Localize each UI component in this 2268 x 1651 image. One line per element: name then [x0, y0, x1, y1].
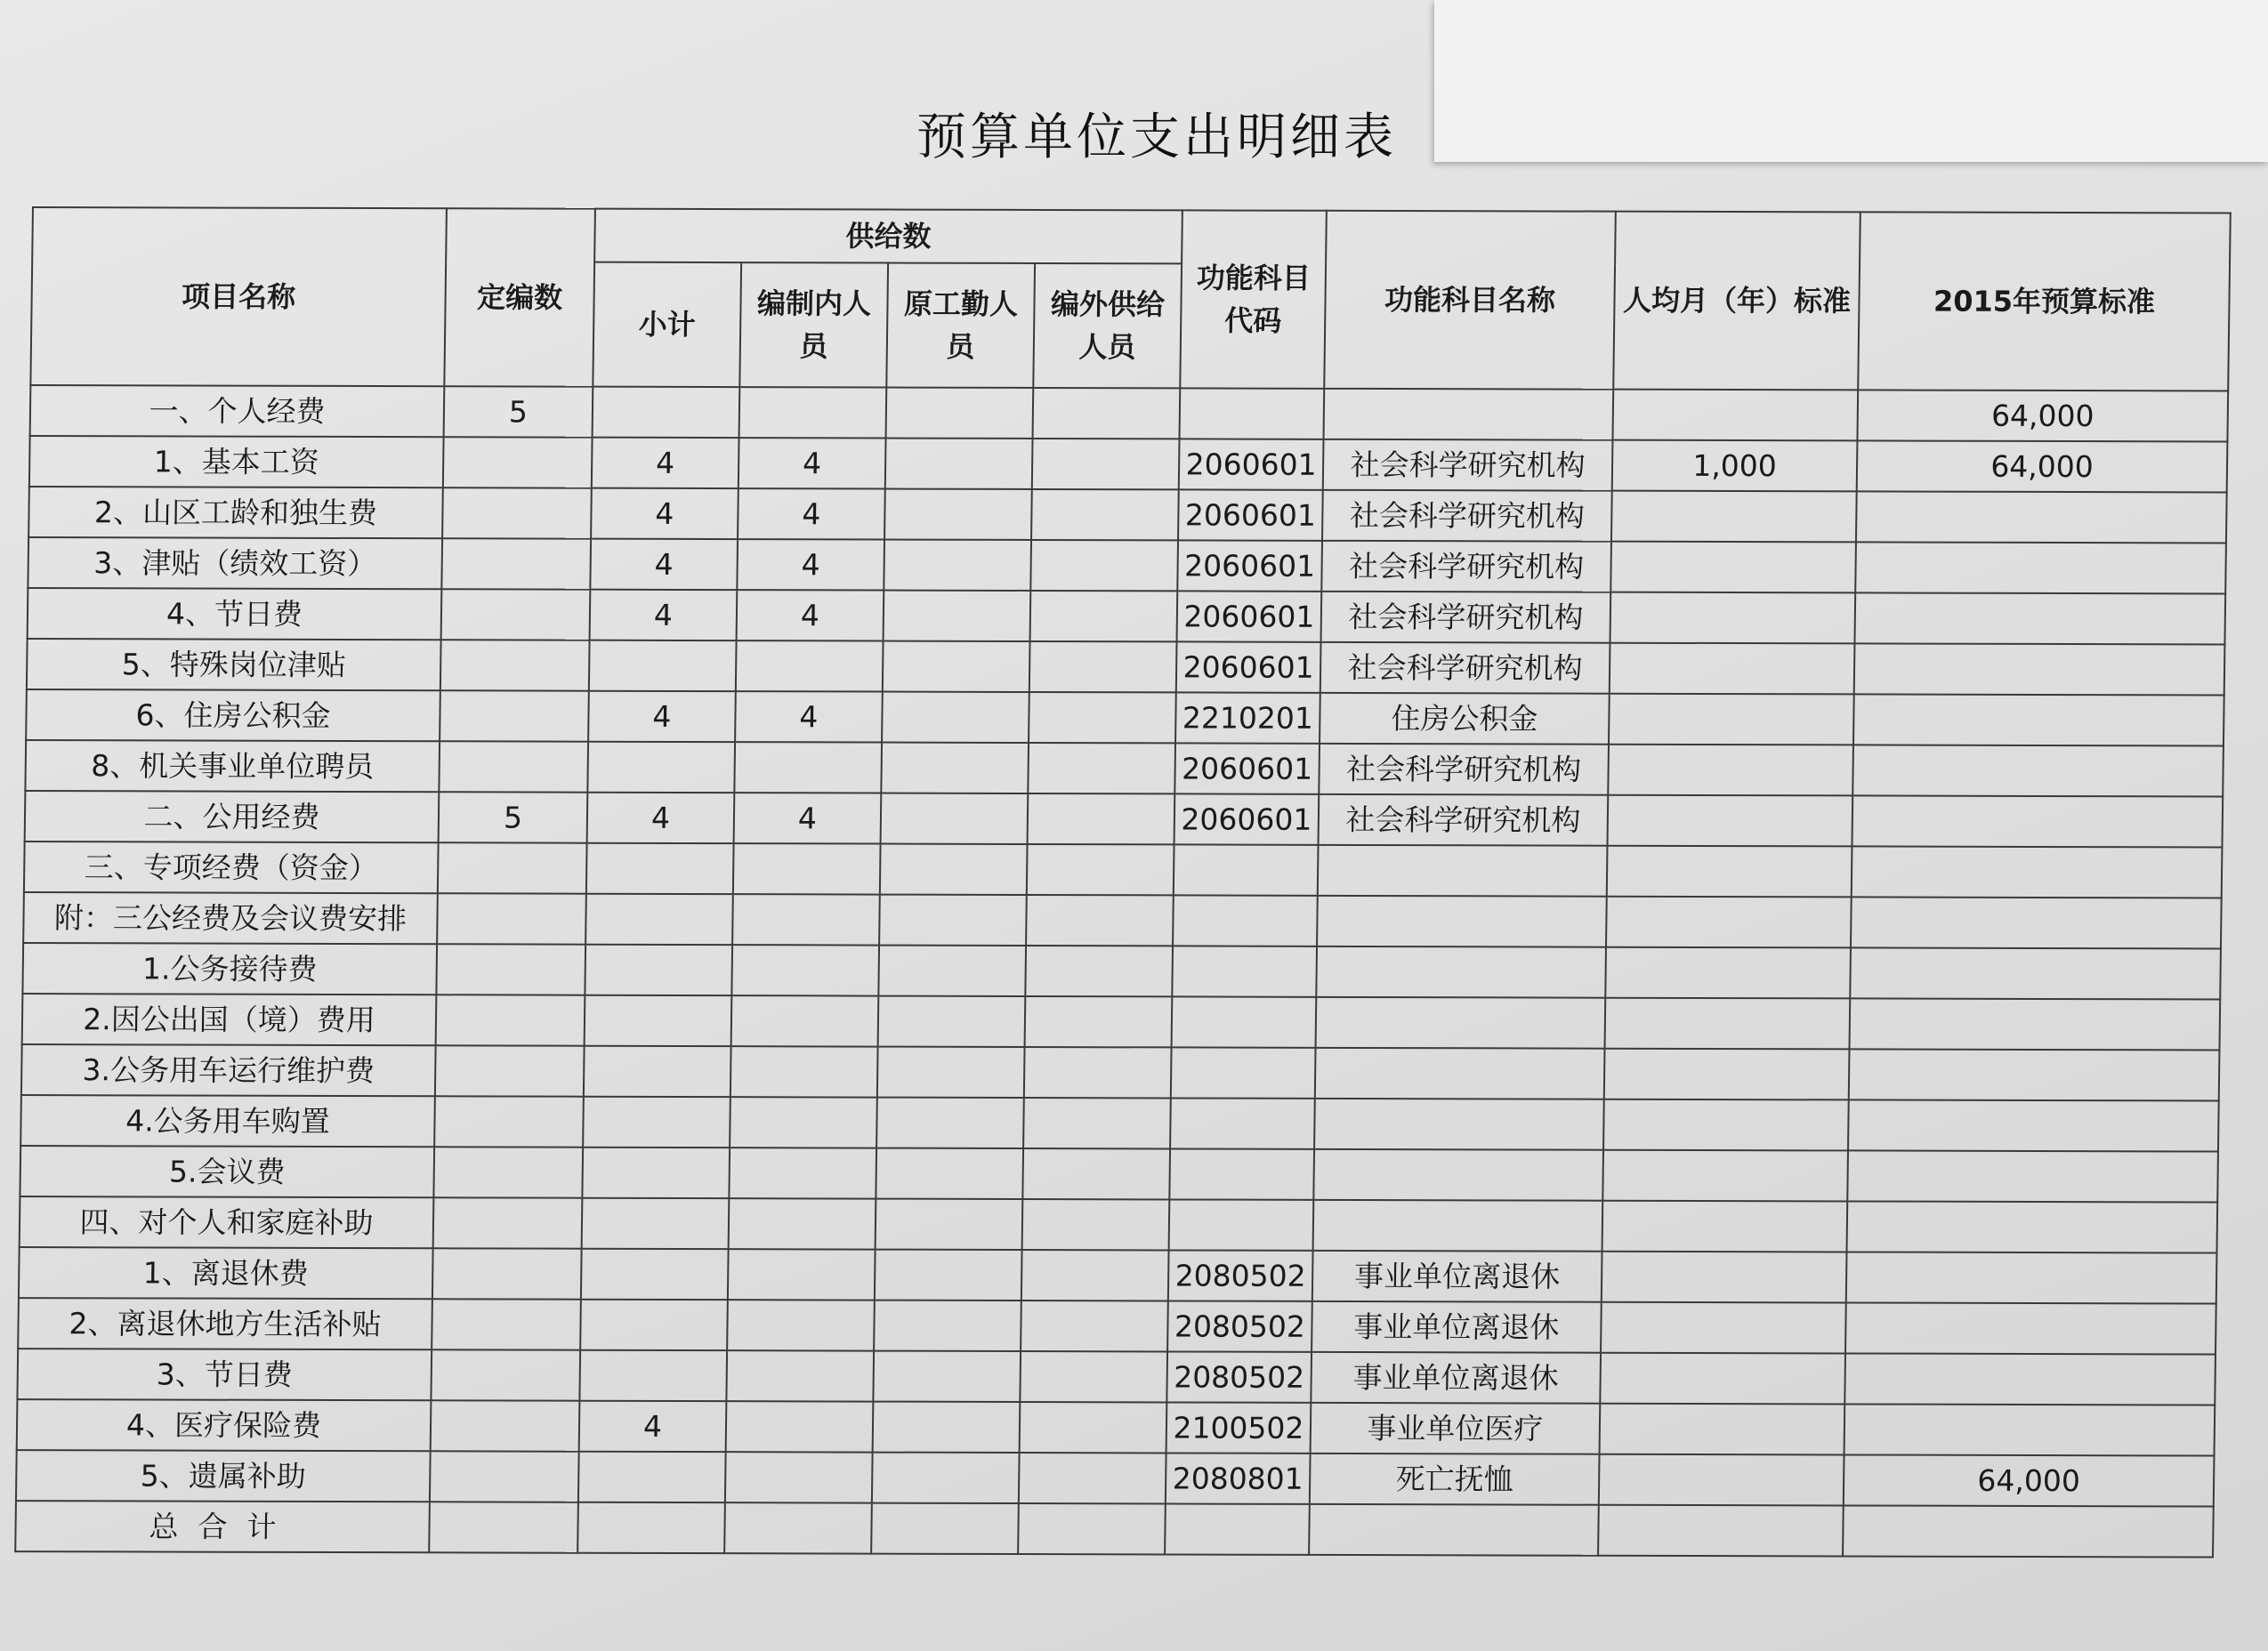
cell-item-name: 二、公用经费: [25, 791, 440, 842]
cell-item-name: 8、机关事业单位聘员: [25, 740, 440, 792]
cell-func-name: 社会科学研究机构: [1323, 439, 1613, 491]
header-quota: 定编数: [444, 208, 595, 386]
cell-extra-supply: [1021, 1250, 1169, 1301]
cell-item-name: 6、住房公积金: [26, 689, 440, 741]
cell-budget-2015: [1847, 1150, 2218, 1202]
table-row: [20, 1095, 2219, 1151]
cell-subtotal: [584, 1046, 731, 1097]
cell-budget-2015: [1848, 1099, 2219, 1151]
cell-budget-2015: [1849, 1049, 2220, 1100]
cell-in-staff: [730, 1046, 878, 1097]
cell-extra-supply: [1022, 1148, 1170, 1199]
cell-in-staff: 4: [738, 488, 885, 539]
table-row: [24, 842, 2223, 898]
cell-former-worker: [871, 1503, 1019, 1554]
header-func-code: 功能科目代码: [1180, 210, 1327, 388]
cell-budget-2015: [1853, 694, 2224, 745]
cell-quota: [438, 842, 587, 893]
table-row: [20, 1146, 2218, 1202]
cell-item-name: 总合计: [15, 1501, 430, 1552]
cell-func-code: 2060601: [1179, 439, 1324, 489]
cell-extra-supply: [1030, 591, 1178, 641]
cell-in-staff: [734, 742, 882, 793]
cell-per-capita: [1610, 542, 1856, 593]
cell-quota: [433, 1147, 583, 1197]
table-row: [15, 1501, 2214, 1557]
cell-subtotal: [580, 1300, 728, 1350]
cell-item-name: 一、个人经费: [30, 385, 445, 437]
cell-func-name: [1313, 1200, 1603, 1252]
cell-per-capita: [1605, 947, 1851, 999]
cell-budget-2015: [1850, 998, 2221, 1050]
cell-budget-2015: 64,000: [1857, 390, 2228, 441]
cell-extra-supply: [1029, 692, 1176, 743]
document-title: 预算单位支出明细表: [916, 109, 1397, 166]
table-row: [29, 436, 2228, 492]
cell-quota: [442, 487, 592, 538]
table-row: [16, 1450, 2215, 1506]
table-row: [17, 1349, 2216, 1405]
cell-func-code: 2100502: [1166, 1402, 1312, 1453]
cell-func-code: 2060601: [1178, 489, 1323, 540]
cell-quota: [431, 1349, 580, 1400]
cell-item-name: 3、津贴（绩效工资）: [28, 537, 442, 589]
cell-func-name: 社会科学研究机构: [1322, 490, 1612, 542]
cell-in-staff: [725, 1452, 873, 1502]
cell-extra-supply: [1026, 895, 1174, 946]
cell-item-name: 1、离退休费: [19, 1247, 433, 1299]
cell-in-staff: [731, 995, 879, 1046]
cell-in-staff: [729, 1198, 876, 1249]
cell-in-staff: [726, 1350, 874, 1401]
table-row: [21, 1044, 2220, 1100]
cell-per-capita: [1605, 998, 1851, 1050]
cell-in-staff: [730, 1097, 877, 1148]
cell-item-name: 2、离退休地方生活补贴: [18, 1298, 432, 1349]
cell-subtotal: [577, 1502, 725, 1553]
cell-item-name: 三、专项经费（资金）: [24, 842, 439, 893]
cell-in-staff: [731, 945, 879, 995]
cell-func-name: 死亡抚恤: [1310, 1454, 1600, 1505]
cell-extra-supply: [1024, 1047, 1172, 1098]
cell-extra-supply: [1019, 1453, 1166, 1503]
table-row: [17, 1399, 2216, 1455]
cell-in-staff: 4: [737, 590, 884, 640]
overlapping-paper: [1434, 0, 2268, 162]
table-row: [20, 1196, 2218, 1252]
table-row: [22, 994, 2221, 1050]
cell-former-worker: [886, 388, 1034, 439]
cell-per-capita: [1599, 1454, 1844, 1506]
cell-func-name: 事业单位医疗: [1311, 1403, 1601, 1454]
cell-quota: [433, 1197, 583, 1248]
cell-subtotal: [582, 1198, 730, 1249]
cell-func-code: 2060601: [1174, 743, 1320, 793]
header-subtotal: 小计: [593, 262, 741, 387]
cell-former-worker: [874, 1301, 1021, 1351]
cell-item-name: 2.因公出国（境）费用: [22, 994, 437, 1045]
cell-func-code: [1173, 895, 1318, 946]
header-per-capita: 人均月（年）标准: [1613, 212, 1860, 391]
cell-extra-supply: [1033, 388, 1181, 439]
cell-quota: [441, 589, 591, 640]
header-func-name: 功能科目名称: [1324, 211, 1616, 390]
cell-budget-2015: [1852, 745, 2224, 796]
cell-per-capita: [1610, 592, 1856, 644]
cell-budget-2015: [1852, 846, 2223, 898]
cell-budget-2015: [1847, 1201, 2218, 1252]
cell-budget-2015: [1845, 1302, 2216, 1354]
cell-item-name: 4.公务用车购置: [20, 1095, 435, 1147]
cell-func-code: 2080801: [1166, 1453, 1311, 1503]
cell-func-name: [1316, 997, 1606, 1049]
cell-quota: [431, 1400, 580, 1451]
cell-func-code: 2060601: [1177, 591, 1322, 641]
cell-extra-supply: [1028, 793, 1175, 844]
cell-subtotal: [578, 1452, 726, 1502]
cell-former-worker: [877, 1047, 1025, 1098]
cell-func-name: 社会科学研究机构: [1319, 794, 1609, 846]
cell-former-worker: [884, 591, 1031, 641]
cell-func-name: [1317, 896, 1607, 947]
cell-per-capita: [1602, 1252, 1847, 1303]
cell-quota: [435, 1045, 585, 1096]
cell-former-worker: [872, 1453, 1020, 1503]
cell-former-worker: [873, 1351, 1021, 1402]
cell-item-name: 5、特殊岗位津贴: [27, 639, 441, 690]
cell-quota: [441, 538, 591, 589]
cell-func-code: [1180, 388, 1325, 439]
cell-quota: [436, 995, 585, 1045]
cell-quota: [440, 690, 589, 741]
cell-quota: [443, 437, 593, 487]
cell-former-worker: [885, 439, 1033, 489]
cell-extra-supply: [1025, 996, 1173, 1047]
cell-quota: [430, 1451, 579, 1502]
cell-subtotal: [581, 1249, 729, 1300]
cell-func-name: 事业单位离退休: [1312, 1301, 1602, 1353]
cell-quota: [439, 741, 588, 792]
header-item-name: 项目名称: [30, 207, 447, 386]
cell-item-name: 4、节日费: [28, 588, 442, 640]
table-row: [28, 537, 2226, 593]
cell-item-name: 5.会议费: [20, 1146, 434, 1197]
cell-func-name: 住房公积金: [1320, 693, 1610, 745]
cell-in-staff: 4: [735, 691, 883, 742]
cell-in-staff: [732, 894, 880, 945]
cell-subtotal: [579, 1350, 727, 1401]
table-row: [23, 892, 2222, 948]
cell-func-name: [1315, 1048, 1605, 1099]
cell-subtotal: [582, 1148, 730, 1198]
header-extra-supply: 编外供给人员: [1033, 263, 1182, 388]
budget-table: [14, 206, 2232, 1558]
table-row: [27, 639, 2225, 695]
table-row: [25, 740, 2224, 796]
cell-per-capita: [1601, 1302, 1846, 1354]
cell-per-capita: [1609, 694, 1854, 745]
cell-per-capita: [1600, 1404, 1845, 1455]
cell-quota: [432, 1299, 581, 1349]
cell-item-name: 1、基本工资: [29, 436, 444, 487]
cell-func-name: 社会科学研究机构: [1319, 744, 1609, 795]
cell-func-code: 2080502: [1166, 1351, 1312, 1402]
cell-budget-2015: [1846, 1252, 2217, 1303]
cell-extra-supply: [1022, 1199, 1170, 1250]
cell-func-code: 2210201: [1175, 692, 1320, 743]
cell-extra-supply: [1020, 1351, 1167, 1402]
cell-former-worker: [883, 641, 1030, 692]
cell-quota: [434, 1096, 584, 1147]
table-header: [30, 207, 2230, 391]
table-row: [26, 689, 2224, 745]
cell-in-staff: [736, 640, 884, 691]
cell-former-worker: [878, 946, 1026, 996]
cell-subtotal: [585, 945, 732, 995]
cell-func-code: [1169, 1148, 1314, 1199]
cell-former-worker: [884, 540, 1031, 591]
cell-func-code: 2060601: [1176, 641, 1321, 692]
cell-subtotal: 4: [590, 539, 738, 590]
cell-budget-2015: [1851, 897, 2222, 948]
cell-func-name: 社会科学研究机构: [1321, 592, 1611, 643]
cell-subtotal: [589, 640, 737, 691]
cell-func-code: 2060601: [1177, 540, 1322, 591]
cell-func-code: [1165, 1503, 1310, 1554]
cell-quota: [429, 1502, 578, 1552]
cell-func-name: [1316, 946, 1606, 998]
cell-subtotal: 4: [579, 1401, 727, 1452]
cell-func-name: 社会科学研究机构: [1320, 642, 1610, 694]
cell-extra-supply: [1030, 540, 1178, 591]
cell-former-worker: [881, 793, 1029, 844]
cell-func-code: 2060601: [1174, 793, 1320, 844]
cell-func-code: [1172, 996, 1317, 1047]
cell-budget-2015: [1854, 643, 2225, 695]
cell-func-name: 事业单位离退休: [1312, 1251, 1602, 1302]
cell-func-code: 2080502: [1168, 1250, 1313, 1301]
cell-per-capita: [1611, 491, 1857, 543]
cell-func-code: [1170, 1098, 1315, 1148]
cell-budget-2015: [1843, 1505, 2214, 1557]
cell-in-staff: [726, 1401, 874, 1452]
cell-per-capita: [1608, 795, 1853, 847]
cell-per-capita: [1608, 745, 1853, 796]
cell-quota: [440, 640, 590, 690]
table-row: [19, 1247, 2217, 1303]
cell-in-staff: [727, 1300, 875, 1350]
cell-former-worker: [876, 1098, 1024, 1148]
cell-former-worker: [881, 743, 1029, 793]
cell-item-name: 四、对个人和家庭补助: [20, 1196, 434, 1248]
cell-func-name: [1313, 1149, 1603, 1201]
cell-item-name: 3.公务用车运行维护费: [21, 1044, 436, 1096]
cell-budget-2015: [1854, 592, 2225, 644]
cell-item-name: 5、遗属补助: [16, 1450, 431, 1502]
cell-extra-supply: [1029, 641, 1177, 692]
cell-in-staff: [728, 1249, 876, 1300]
table-row: [22, 943, 2221, 999]
cell-subtotal: [586, 843, 734, 894]
cell-func-code: [1171, 1047, 1316, 1098]
cell-former-worker: [878, 996, 1026, 1047]
table-row: [28, 487, 2227, 543]
cell-subtotal: 4: [591, 488, 739, 539]
cell-budget-2015: [1844, 1404, 2216, 1455]
cell-quota: [436, 944, 585, 995]
cell-quota: 5: [444, 386, 593, 437]
cell-in-staff: [729, 1148, 876, 1198]
cell-budget-2015: [1844, 1353, 2216, 1405]
table-row: [28, 588, 2226, 644]
cell-subtotal: 4: [592, 438, 739, 488]
cell-subtotal: [587, 742, 735, 793]
cell-budget-2015: [1850, 947, 2221, 999]
header-in-staff: 编制内人员: [739, 262, 888, 387]
cell-item-name: 1.公务接待费: [22, 943, 437, 995]
cell-former-worker: [882, 692, 1029, 743]
cell-budget-2015: [1852, 795, 2223, 847]
cell-extra-supply: [1025, 946, 1173, 996]
cell-extra-supply: [1018, 1503, 1166, 1554]
cell-quota: 5: [439, 792, 588, 842]
cell-per-capita: [1602, 1201, 1848, 1252]
cell-per-capita: [1604, 1049, 1850, 1100]
cell-in-staff: [724, 1502, 872, 1553]
cell-subtotal: 4: [587, 793, 735, 843]
cell-func-code: 2080502: [1167, 1301, 1312, 1351]
cell-former-worker: [880, 844, 1028, 895]
cell-func-name: [1309, 1504, 1599, 1556]
cell-former-worker: [879, 895, 1027, 946]
cell-subtotal: 4: [588, 691, 736, 742]
cell-func-code: [1169, 1199, 1314, 1250]
cell-quota: [437, 893, 586, 944]
cell-per-capita: [1600, 1353, 1845, 1405]
header-supply-group: 供给数: [594, 209, 1182, 264]
cell-in-staff: 4: [734, 793, 882, 843]
header-former-worker: 原工勤人员: [886, 263, 1035, 388]
cell-item-name: 2、山区工龄和独生费: [28, 487, 443, 538]
cell-former-worker: [876, 1199, 1023, 1250]
cell-per-capita: [1606, 897, 1852, 948]
cell-budget-2015: 64,000: [1844, 1454, 2215, 1506]
cell-func-code: [1172, 946, 1317, 996]
cell-extra-supply: [1021, 1301, 1168, 1351]
header-budget-2015: 2015年预算标准: [1858, 212, 2231, 391]
cell-per-capita: [1602, 1150, 1848, 1202]
cell-per-capita: 1,000: [1612, 440, 1858, 492]
cell-per-capita: [1610, 643, 1855, 695]
cell-in-staff: 4: [739, 438, 886, 488]
cell-item-name: 附：三公经费及会议费安排: [23, 892, 438, 944]
cell-item-name: 3、节日费: [17, 1349, 432, 1400]
cell-budget-2015: [1856, 491, 2227, 543]
cell-extra-supply: [1032, 439, 1180, 489]
cell-former-worker: [873, 1402, 1021, 1453]
cell-func-name: 社会科学研究机构: [1321, 541, 1611, 592]
cell-subtotal: [585, 894, 733, 945]
cell-former-worker: [875, 1250, 1022, 1301]
cell-func-name: [1314, 1099, 1604, 1150]
cell-extra-supply: [1028, 743, 1175, 793]
cell-subtotal: 4: [590, 590, 738, 640]
cell-quota: [432, 1248, 582, 1299]
table-row: [18, 1298, 2216, 1354]
cell-func-name: [1318, 845, 1608, 897]
cell-func-name: [1324, 389, 1614, 440]
cell-subtotal: [583, 1097, 730, 1148]
table-row: [30, 385, 2229, 441]
cell-extra-supply: [1020, 1402, 1167, 1453]
cell-in-staff: [733, 843, 881, 894]
cell-extra-supply: [1027, 844, 1174, 895]
cell-in-staff: 4: [737, 539, 884, 590]
cell-item-name: 4、医疗保险费: [17, 1399, 432, 1451]
cell-former-worker: [876, 1148, 1023, 1199]
cell-in-staff: [739, 387, 887, 438]
cell-func-name: 事业单位离退休: [1311, 1352, 1601, 1404]
cell-budget-2015: 64,000: [1857, 440, 2228, 492]
cell-per-capita: [1598, 1505, 1844, 1557]
cell-func-code: [1174, 844, 1319, 895]
cell-extra-supply: [1031, 489, 1179, 540]
cell-per-capita: [1612, 390, 1858, 441]
cell-extra-supply: [1023, 1098, 1171, 1148]
cell-subtotal: [593, 387, 740, 438]
cell-former-worker: [884, 489, 1032, 540]
cell-subtotal: [585, 995, 732, 1046]
cell-per-capita: [1603, 1099, 1849, 1151]
table-body: [15, 385, 2228, 1558]
cell-budget-2015: [1855, 542, 2226, 593]
cell-per-capita: [1607, 846, 1852, 898]
table-row: [25, 791, 2224, 847]
